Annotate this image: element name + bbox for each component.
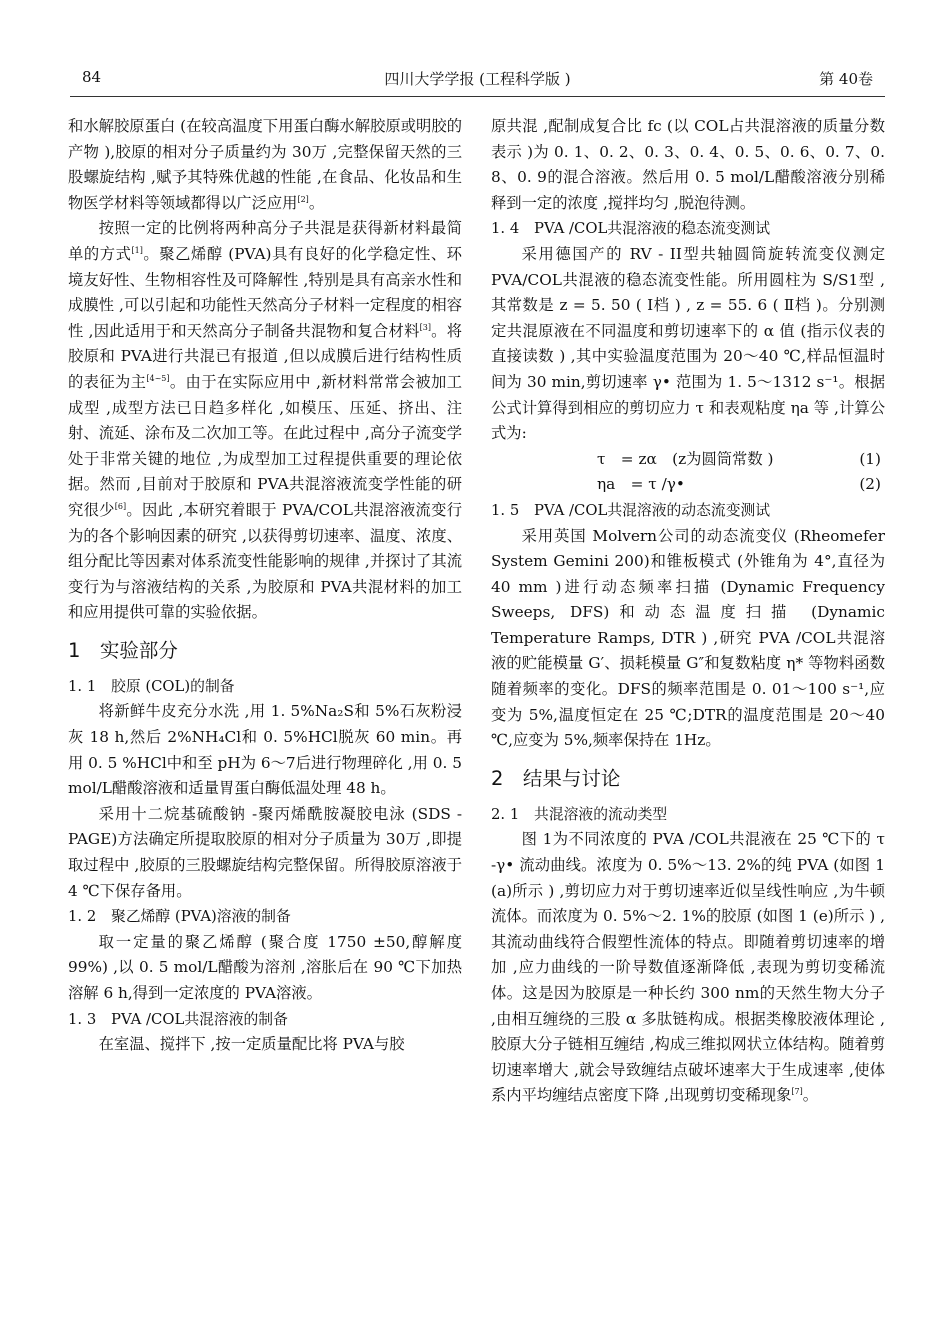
running-header bbox=[70, 64, 885, 94]
citation: [7] bbox=[791, 1087, 803, 1097]
intro-paragraph bbox=[68, 216, 462, 626]
subsection-heading-1-3: 1. 3 PVA /COL共混溶液的制备 bbox=[68, 1010, 288, 1028]
subsection-heading-1-5: 1. 5 PVA /COL共混溶液的动态流变测试 bbox=[491, 501, 771, 519]
page-number: 84 bbox=[82, 68, 102, 86]
intro-paragraph-continued bbox=[68, 114, 462, 216]
subsection-heading-1-4: 1. 4 PVA /COL共混溶液的稳态流变测试 bbox=[491, 220, 771, 238]
punctuation: 。 bbox=[308, 193, 325, 212]
left-column bbox=[68, 114, 462, 1058]
equation-number: (1) bbox=[859, 449, 881, 468]
paragraph-flow-type bbox=[491, 827, 885, 1109]
paragraph-text: 。因此 ,本研究着眼于 PVA/COL共混溶液流变行为的各个影响因素的研究 ,以获得剪切速率、温度、浓度、组分配比等因素对体系流变性能影响的规律 ,并探讨了其流变行为与溶液结构的关系 ,为胶原和 PVA共混材料的加工和应用提供可靠的实验依据。 bbox=[68, 500, 462, 622]
equation-number: (2) bbox=[859, 475, 881, 494]
citation: [3] bbox=[419, 322, 431, 332]
equation-expression: ηa = τ /γ• bbox=[597, 475, 685, 494]
right-column bbox=[491, 114, 885, 1109]
paragraph-text: 图 1为不同浓度的 PVA /COL共混液在 25 ℃下的 τ -γ• 流动曲线。浓度为 0. 5%～13. 2%的纯 PVA (如图 1 (a)所示 ) ,剪切应力对于剪切速率近似呈线性响应 ,为牛顿流体。而浓度为 0. 5%～2. 1%的胶原 (如图 1 (e)所示 ) ,其流动曲线符合假塑性流体的特点。即随着剪切速率的增加 ,应力曲线的一阶导数值逐渐降低 ,表现为剪切变稀流体。这是因为胶原是一种长约 300 nm的天然生物大分子 ,由相互缠绕的三股 α 多肽链构成。根据类橡胶液体理论 ,胶原大分子链相互缠结 ,构成三维拟网状立体结构。随着剪切速率增大 ,就会导致缠结点破坏速率大于生成速率 ,使体系内平均缠结点密度下降 ,出现剪切变稀现象 bbox=[491, 830, 885, 1105]
punctuation: 。 bbox=[802, 1086, 819, 1105]
paragraph-text: 。由于在实际应用中 ,新材料常常会被加工成型 ,成型方法已日趋多样化 ,如模压、压延、挤出、注射、流延、涂布及二次加工等。在此过程中 ,高分子流变学处于非常关键的地位 ,为成型加工过程提供重要的理论依据。然而 ,目前对于胶原和 PVA共混溶液流变学性能的研究很少 bbox=[68, 372, 462, 519]
subsection-heading-1-2: 1. 2 聚乙烯醇 (PVA)溶液的制备 bbox=[68, 908, 291, 926]
equation-2 bbox=[491, 472, 885, 498]
equation-1 bbox=[491, 447, 885, 473]
paragraph-text: 。将胶原和 PVA进行共混已有报道 ,但以成膜后进行结构性质的表征为主 bbox=[68, 321, 462, 391]
section-heading-1: 1 实验部分 bbox=[68, 638, 178, 662]
paragraph-dynamic-rheology: 采用英国 Molvern公司的动态流变仪 (Rheomefer System Gemini 200)和锥板模式 (外锥角为 4°,直径为 40 mm )进行动态频率扫描 (Dynamic Frequency Sweeps, DFS)和动态温度扫描 (Dynamic Temperature Ramps, DTR ) ,研究 PVA /COL共混溶液的贮能模量 G′、损耗模量 G″和复数粘度 η* 等物料函数随着频率的变化。DFS的频率范围是 0. 01～100 s⁻¹,应变为 5%,温度恒定在 25 ℃;DTR的温度范围是 20～40 ℃,应变为 5%,频率保持在 1Hz。 bbox=[491, 526, 885, 750]
citation: [1] bbox=[131, 245, 143, 255]
paragraph-collagen-prep: 将新鲜牛皮充分水洗 ,用 1. 5%Na₂S和 5%石灰粉浸灰 18 h,然后 2%NH₄Cl和 0. 5%HCl脱灰 60 min。再用 0. 5 %HCl中和至 pH为 6～7后进行物理碎化 ,用 0. 5 mol/L醋酸溶液和适量胃蛋白酶低温处理 48 h。 bbox=[68, 702, 462, 798]
citation: [4~5] bbox=[146, 373, 170, 383]
section-heading-2: 2 结果与讨论 bbox=[491, 766, 621, 790]
paragraph-text: 。聚乙烯醇 (PVA)具有良好的化学稳定性、环境友好性、生物相容性及可降解性 ,特别是具有高亲水性和成膜性 ,可以引起和功能性天然高分子材料一定程度的相容性 ,因此适用于和天然高分子制备共混物和复合材料 bbox=[68, 244, 462, 340]
equation-expression: τ = zα (z为圆筒常数 ) bbox=[597, 449, 774, 468]
citation: [2] bbox=[297, 194, 309, 204]
subsection-heading-1-1: 1. 1 胶原 (COL)的制备 bbox=[68, 677, 235, 695]
volume-label: 第 40卷 bbox=[819, 70, 873, 88]
paragraph-text: 按照一定的比例将两种高分子共混是获得新材料最简单的方式 bbox=[68, 219, 462, 263]
paragraph-pva-prep: 取一定量的聚乙烯醇 (聚合度 1750 ±50,醇解度 99%) ,以 0. 5 mol/L醋酸为溶剂 ,溶胀后在 90 ℃下加热溶解 6 h,得到一定浓度的 PVA溶液。 bbox=[68, 932, 462, 1002]
paragraph-blend-prep: 在室温、搅拌下 ,按一定质量配比将 PVA与胶 bbox=[98, 1035, 405, 1054]
paragraph-blend-prep-continued: 原共混 ,配制成复合比 fc (以 COL占共混溶液的质量分数表示 )为 0. 1、0. 2、0. 3、0. 4、0. 5、0. 6、0. 7、0. 8、0. 9的混合溶液。然后用 0. 5 mol/L醋酸溶液分别稀释到一定的浓度 ,搅拌均匀 ,脱泡待测。 bbox=[491, 117, 885, 212]
paragraph-steady-rheology: 采用德国产的 RV - II型共轴圆筒旋转流变仪测定 PVA/COL共混液的稳态流变性能。所用圆柱为 S/S1型 ,其常数是 z = 5. 50 ( Ⅰ档 ) , z = 55. 6 ( Ⅱ档 )。分别测定共混原液在不同温度和剪切速率下的 α 值 (指示仪表的直接读数 ) ,其中实验温度范围为 20～40 ℃,样品恒温时间为 30 min,剪切速率 γ• 范围为 1. 5～1312 s⁻¹。根据公式计算得到相应的剪切应力 τ 和表观粘度 ηa 等 ,计算公式为: bbox=[491, 244, 885, 443]
journal-title: 四川大学学报 (工程科学版 ) bbox=[384, 70, 571, 88]
header-rule bbox=[70, 96, 885, 97]
paragraph-sds-page: 采用十二烷基硫酸钠 -聚丙烯酰胺凝胶电泳 (SDS - PAGE)方法确定所提取胶原的相对分子质量为 30万 ,即提取过程中 ,胶原的三股螺旋结构完整保留。所得胶原溶液于 4 ℃下保存备用。 bbox=[68, 804, 462, 900]
paragraph-text: 和水解胶原蛋白 (在较高温度下用蛋白酶水解胶原或明胶的产物 ),胶原的相对分子质量约为 30万 ,完整保留天然的三股螺旋结构 ,赋予其特殊优越的性能 ,在食品、化妆品和生物医学材料等领域都得以广泛应用 bbox=[68, 117, 462, 212]
citation: [6] bbox=[114, 501, 127, 511]
subsection-heading-2-1: 2. 1 共混溶液的流动类型 bbox=[491, 805, 668, 823]
